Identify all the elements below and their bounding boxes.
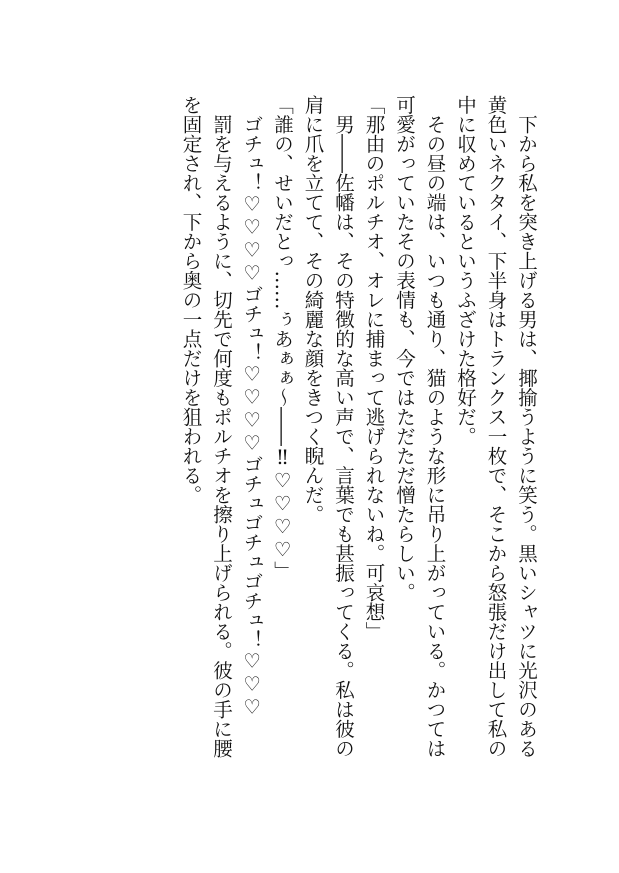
text-line: 可愛がっていたその表情も、今ではただただ憎たらしい。 (393, 95, 416, 602)
text-line: 下から私を突き上げる男は、揶揄うように笑う。黒いシャツに光沢のある (515, 95, 538, 758)
text-line: 男――佐幡は、その特徴的な高い声で、言葉でも甚振ってくる。私は彼の (332, 95, 355, 758)
text-line: 肩に爪を立てて、その綺麗な顔をきつく睨んだ。 (301, 95, 325, 524)
text-line: 黄色いネクタイ、下半身はトランクス一枚で、そこから怒張だけ出して私の (484, 95, 508, 758)
text-line: 「誰の、せいだとっ……ぅあぁぁ～――‼︎♡♡♡♡」 (271, 95, 294, 581)
vertical-text-body (175, 95, 541, 795)
text-line: その昼の端は、いつも通り、猫のような形に吊り上がっている。かつては (423, 95, 447, 758)
text-line: を固定され、下から奥の一点だけを狙われる。 (179, 95, 203, 505)
text-line: ゴチュ！♡♡♡♡ゴチュ！♡♡♡♡ゴチュゴチュゴチュ！♡♡♡ (240, 95, 264, 719)
text-line: 「那由のポルチオ、オレに捕まって逃げられないね。可哀想」 (362, 95, 386, 641)
text-line: 罰を与えるように、切先で何度もポルチオを擦り上げられる。彼の手に腰 (210, 95, 233, 758)
text-line: 中に収めているというふざけた格好だ。 (454, 95, 477, 446)
